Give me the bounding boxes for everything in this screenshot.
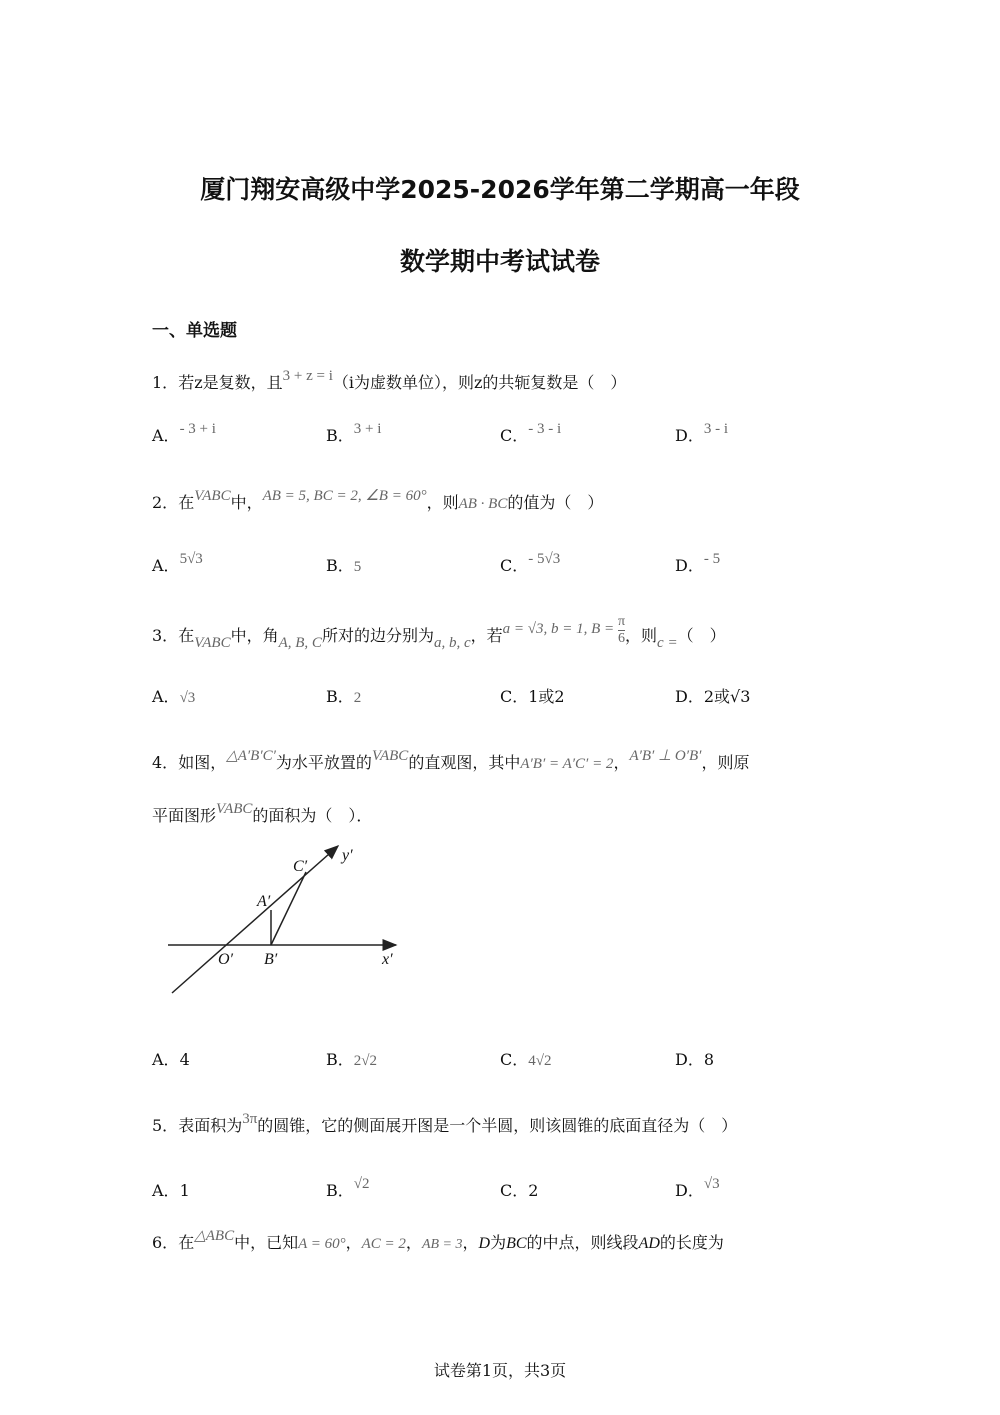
question-text: 平面图形 (152, 806, 217, 825)
option-label: A． (152, 426, 180, 445)
option-value: 2 (353, 690, 362, 706)
option-label: C． (500, 1181, 529, 1200)
option-label: A． (152, 1050, 180, 1069)
option-value: - 5 (703, 551, 721, 567)
option-a (152, 423, 216, 446)
question-text: ， (405, 1233, 422, 1252)
math-expression: A = 60° (298, 1236, 346, 1252)
option-value: 2 (528, 1181, 539, 1200)
option-label: C． (500, 1050, 529, 1069)
question-text: 为水平放置的 (275, 753, 372, 772)
math-expression: 3π (242, 1111, 258, 1127)
option-b (326, 553, 361, 576)
question-text: 表面积为 (178, 1116, 243, 1135)
question-text: （ ） (677, 626, 726, 645)
question-text: 中，角 (230, 626, 279, 645)
question-text: ，若 (470, 626, 503, 645)
option-d (675, 423, 728, 446)
segment-b-c (271, 872, 306, 945)
option-label: B． (326, 556, 354, 575)
option-value: 1 (179, 1181, 190, 1200)
option-d (675, 1047, 714, 1070)
option-c (500, 1047, 551, 1070)
question-3 (152, 614, 726, 653)
option-b (326, 423, 381, 446)
question-number: 3． (152, 626, 179, 645)
option-value: 4√2 (528, 1053, 552, 1069)
question-number: 5． (152, 1116, 179, 1135)
option-value: 3 - i (703, 421, 729, 437)
option-label: C． (500, 556, 529, 575)
math-variable: BC (506, 1235, 527, 1252)
question-5 (152, 1113, 737, 1136)
question-number: 1． (152, 373, 179, 392)
math-fraction: $\frac{\pi}{6}$ (617, 614, 626, 646)
math-expression: a = √3, b = 1, B = (502, 621, 618, 637)
question-text: ，则原 (701, 753, 750, 772)
option-c (500, 684, 565, 707)
option-label: B． (326, 687, 354, 706)
question-text: 中，已知 (234, 1233, 299, 1252)
option-value: √2 (353, 1176, 370, 1192)
option-a (152, 1047, 190, 1070)
question-4 (152, 750, 749, 773)
math-expression: A, B, C (278, 635, 322, 651)
option-label: D． (675, 426, 704, 445)
option-b (326, 1178, 370, 1201)
question-text: 的面积为（ ）． (252, 806, 373, 825)
question-text: 若z是复数，且 (178, 373, 283, 392)
label-y-prime: y′ (342, 847, 353, 864)
option-value: √3 (179, 690, 196, 706)
option-value: 5√3 (179, 551, 203, 567)
oblique-projection-figure (160, 838, 410, 1003)
option-label: B． (326, 1050, 354, 1069)
exam-title-line2: 数学期中考试试卷 (399, 247, 600, 276)
option-b (326, 1047, 377, 1070)
option-label: D． (675, 687, 704, 706)
option-value: 3 + i (353, 421, 382, 437)
option-b (326, 684, 361, 707)
math-expression: AB = 3 (421, 1237, 463, 1252)
option-label: D． (675, 1181, 704, 1200)
question-text: 为 (490, 1233, 507, 1252)
question-text: （i为虚数单位），则z的共轭复数是（ ） (332, 373, 627, 392)
question-text: 的值为（ ） (507, 493, 604, 512)
option-label: D． (675, 1050, 704, 1069)
question-text: 的圆锥，它的侧面展开图是一个半圆，则该圆锥的底面直径为（ ） (257, 1116, 738, 1135)
math-expression: A′B′ ⊥ O′B′ (629, 748, 702, 764)
option-c (500, 553, 560, 576)
option-label: A． (152, 687, 180, 706)
option-value: 2或√3 (703, 687, 751, 706)
option-value: 1或2 (528, 687, 565, 706)
option-a (152, 553, 203, 576)
label-x-prime: x′ (382, 951, 393, 968)
math-expression: A′B′ = A′C′ = 2 (520, 756, 614, 772)
math-expression: AC = 2 (361, 1236, 406, 1252)
option-c (500, 423, 561, 446)
question-number: 4． (152, 753, 179, 772)
question-text: ， (462, 1233, 479, 1252)
option-value: 4 (179, 1050, 190, 1069)
option-value: 5 (353, 559, 362, 575)
question-text: ， (613, 753, 630, 772)
question-1 (152, 370, 626, 393)
page-footer: 试卷第1页，共3页 (433, 1361, 567, 1380)
math-triangle: VABC (194, 488, 231, 504)
option-value: √3 (703, 1176, 720, 1192)
option-a (152, 684, 195, 707)
question-text: 在 (178, 626, 195, 645)
option-label: C． (500, 426, 529, 445)
question-text: 如图， (178, 753, 227, 772)
math-triangle: VABC (194, 635, 231, 651)
math-variable: D (478, 1235, 491, 1252)
question-text: 的长度为 (659, 1233, 724, 1252)
option-d (675, 684, 750, 707)
option-label: A． (152, 1181, 180, 1200)
option-c (500, 1178, 538, 1201)
option-value: - 3 + i (179, 421, 216, 437)
section-heading: 一、单选题 (152, 321, 237, 341)
option-label: B． (326, 426, 354, 445)
option-label: D． (675, 556, 704, 575)
option-value: - 3 - i (528, 421, 562, 437)
question-number: 6． (152, 1233, 179, 1252)
exam-title-line1: 厦门翔安高级中学2025-2026学年第二学期高一年段 (200, 175, 800, 204)
question-6 (152, 1230, 724, 1253)
math-triangle: VABC (371, 748, 409, 764)
option-a (152, 1178, 190, 1201)
question-text: 在 (178, 493, 195, 512)
math-expression: c = (657, 635, 678, 651)
question-number: 2． (152, 493, 179, 512)
question-text: 在 (178, 1233, 195, 1252)
math-expression: △A′B′C′ (226, 748, 276, 764)
question-text: 所对的边分别为 (321, 626, 434, 645)
question-text: ，则 (426, 493, 459, 512)
question-text: 中， (230, 493, 263, 512)
question-text: 的直观图，其中 (408, 753, 521, 772)
math-triangle: VABC (216, 801, 253, 817)
question-text: 的中点，则线段 (526, 1233, 639, 1252)
option-d (675, 553, 720, 576)
math-variable: AD (638, 1235, 660, 1252)
math-expression: AB · BC (458, 496, 508, 512)
y-axis (172, 846, 338, 993)
math-expression: AB = 5, BC = 2, ∠B = 60° (262, 488, 427, 504)
label-c-prime: C′ (293, 858, 308, 875)
question-text: ， (345, 1233, 362, 1252)
option-label: B． (326, 1181, 354, 1200)
math-triangle: △ABC (194, 1228, 235, 1244)
math-expression: 3 + z = i (282, 368, 333, 384)
option-label: A． (152, 556, 180, 575)
option-label: C． (500, 687, 529, 706)
question-2 (152, 490, 603, 513)
question-text: ，则 (625, 626, 658, 645)
option-value: - 5√3 (528, 551, 561, 567)
question-4-line2 (152, 803, 372, 826)
label-a-prime: A′ (257, 893, 271, 910)
option-value: 2√2 (353, 1053, 377, 1069)
label-b-prime: B′ (264, 951, 278, 968)
option-d (675, 1178, 720, 1201)
label-o-prime: O′ (218, 951, 234, 968)
option-value: 8 (703, 1050, 715, 1069)
math-expression: a, b, c (433, 635, 471, 651)
